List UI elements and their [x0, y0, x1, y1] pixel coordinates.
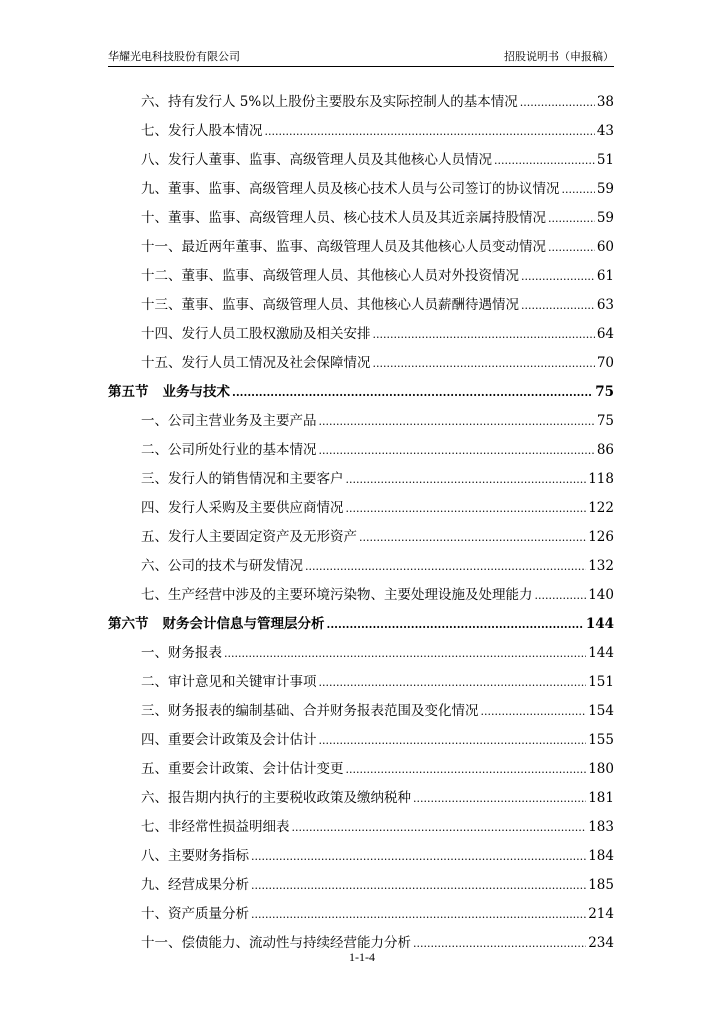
toc-dot-leader [494, 146, 595, 175]
toc-entry-title [108, 610, 325, 639]
toc-page-number: 60 [596, 239, 614, 255]
toc-entry[interactable] [108, 146, 614, 175]
toc-entry[interactable] [108, 871, 614, 900]
toc-entry[interactable] [108, 465, 614, 494]
toc-page-number: 122 [588, 500, 614, 516]
header-document-type: 招股说明书（申报稿） [504, 50, 614, 63]
toc-entry[interactable] [108, 436, 614, 465]
toc-dot-leader [562, 175, 595, 204]
toc-dot-leader [521, 291, 595, 320]
toc-dot-leader [251, 900, 586, 929]
toc-entry-title: 十、董事、监事、高级管理人员、核心技术人员及其近亲属持股情况 [141, 210, 546, 226]
toc-entry[interactable] [108, 523, 614, 552]
toc-entry[interactable] [108, 117, 614, 146]
toc-page-number: 126 [588, 529, 614, 545]
toc-entry[interactable] [108, 262, 614, 291]
toc-entry-title: 十一、最近两年董事、监事、高级管理人员及其他核心人员变动情况 [141, 239, 546, 255]
toc-page-number: 38 [596, 94, 614, 110]
toc-entry-title: 一、公司主营业务及主要产品 [141, 413, 317, 429]
toc-entry-title: 三、发行人的销售情况和主要客户 [141, 471, 344, 487]
toc-page-number: 140 [588, 587, 614, 603]
toc-entry-title: 四、重要会计政策及会计估计 [141, 732, 317, 748]
toc-dot-leader [319, 407, 595, 436]
toc-dot-leader [520, 88, 595, 117]
toc-page-number: 59 [596, 181, 614, 197]
toc-entry-title: 十三、董事、监事、高级管理人员、其他核心人员薪酬待遇情况 [141, 297, 519, 313]
toc-entry-title: 八、主要财务指标 [141, 848, 249, 864]
toc-dot-leader [305, 552, 586, 581]
toc-page-number: 132 [588, 558, 614, 574]
toc-page-number: 144 [585, 616, 614, 632]
toc-dot-leader [232, 378, 593, 407]
toc-dot-leader [413, 784, 586, 813]
toc-dot-leader [292, 813, 587, 842]
toc-entry-title: 十四、发行人员工股权激励及相关安排 [141, 326, 371, 342]
toc-page-number: 63 [596, 297, 614, 313]
toc-dot-leader [346, 465, 587, 494]
toc-dot-leader [319, 726, 587, 755]
toc-entry-title: 六、持有发行人 5%以上股份主要股东及实际控制人的基本情况 [141, 94, 518, 110]
toc-entry-title: 九、经营成果分析 [141, 877, 249, 893]
toc-section-number: 第六节 [108, 616, 149, 632]
toc-dot-leader [319, 436, 595, 465]
toc-page-number: 75 [596, 413, 614, 429]
toc-entry-title: 二、公司所处行业的基本情况 [141, 442, 317, 458]
footer-page-number: 1-1-4 [349, 950, 375, 964]
toc-entry[interactable] [108, 552, 614, 581]
toc-page-number: 183 [588, 819, 614, 835]
toc-entry[interactable] [108, 842, 614, 871]
toc-entry[interactable] [108, 697, 614, 726]
toc-dot-leader [327, 610, 584, 639]
toc-entry[interactable] [108, 88, 614, 117]
table-of-contents [108, 88, 614, 958]
toc-page-number: 61 [596, 268, 614, 284]
page-footer [0, 950, 724, 965]
toc-entry[interactable] [108, 407, 614, 436]
toc-entry-title: 三、财务报表的编制基础、合并财务报表范围及变化情况 [141, 703, 479, 719]
toc-section-entry[interactable] [108, 610, 614, 639]
page-header [108, 48, 614, 66]
toc-entry[interactable] [108, 784, 614, 813]
toc-section-title: 财务会计信息与管理层分析 [162, 616, 325, 632]
toc-dot-leader [373, 320, 595, 349]
toc-dot-leader [251, 842, 586, 871]
toc-dot-leader [548, 233, 595, 262]
toc-section-number: 第五节 [108, 384, 149, 400]
toc-page-number: 151 [588, 674, 614, 690]
toc-entry[interactable] [108, 291, 614, 320]
toc-entry[interactable] [108, 349, 614, 378]
toc-entry[interactable] [108, 726, 614, 755]
toc-entry[interactable] [108, 581, 614, 610]
toc-entry-title: 八、发行人董事、监事、高级管理人员及其他核心人员情况 [141, 152, 492, 168]
toc-page-number: 118 [588, 471, 614, 487]
toc-entry-title: 一、财务报表 [141, 645, 222, 661]
toc-dot-leader [481, 697, 587, 726]
toc-page-number: 214 [588, 906, 614, 922]
toc-page-number: 86 [596, 442, 614, 458]
toc-entry-title: 十、资产质量分析 [141, 906, 249, 922]
toc-entry-title: 七、发行人股本情况 [141, 123, 263, 139]
toc-dot-leader [265, 117, 595, 146]
toc-page-number: 180 [588, 761, 614, 777]
toc-section-entry[interactable] [108, 378, 614, 407]
toc-entry[interactable] [108, 204, 614, 233]
toc-entry[interactable] [108, 668, 614, 697]
toc-page-number: 144 [588, 645, 614, 661]
toc-dot-leader [319, 668, 587, 697]
toc-dot-leader [521, 262, 595, 291]
toc-entry[interactable] [108, 175, 614, 204]
toc-entry-title: 七、生产经营中涉及的主要环境污染物、主要处理设施及处理能力 [141, 587, 533, 603]
toc-entry-title: 七、非经常性损益明细表 [141, 819, 290, 835]
toc-dot-leader [251, 871, 586, 900]
toc-entry-title: 五、重要会计政策、会计估计变更 [141, 761, 344, 777]
toc-page-number: 185 [588, 877, 614, 893]
toc-page-number: 70 [596, 355, 614, 371]
toc-page-number: 234 [588, 935, 614, 951]
toc-page-number: 51 [596, 152, 614, 168]
toc-entry-title: 十一、偿债能力、流动性与持续经营能力分析 [141, 935, 411, 951]
toc-entry-title: 四、发行人采购及主要供应商情况 [141, 500, 344, 516]
toc-page-number: 64 [596, 326, 614, 342]
toc-entry[interactable] [108, 233, 614, 262]
toc-entry[interactable] [108, 320, 614, 349]
toc-entry-title: 五、发行人主要固定资产及无形资产 [141, 529, 357, 545]
toc-entry-title: 九、董事、监事、高级管理人员及核心技术人员与公司签订的协议情况 [141, 181, 560, 197]
toc-entry[interactable] [108, 755, 614, 784]
toc-page-number: 154 [588, 703, 614, 719]
toc-entry-title: 十五、发行人员工情况及社会保障情况 [141, 355, 371, 371]
toc-entry-title: 二、审计意见和关键审计事项 [141, 674, 317, 690]
toc-entry-title: 六、报告期内执行的主要税收政策及缴纳税种 [141, 790, 411, 806]
toc-page-number: 59 [596, 210, 614, 226]
toc-dot-leader [346, 494, 587, 523]
toc-dot-leader [373, 349, 595, 378]
toc-entry[interactable] [108, 494, 614, 523]
toc-dot-leader [346, 755, 587, 784]
toc-page-number: 184 [588, 848, 614, 864]
toc-page-number: 155 [588, 732, 614, 748]
toc-dot-leader [359, 523, 586, 552]
header-company-name: 华耀光电科技股份有限公司 [108, 50, 240, 63]
toc-entry[interactable] [108, 639, 614, 668]
toc-dot-leader [548, 204, 595, 233]
toc-entry[interactable] [108, 813, 614, 842]
toc-page-number: 43 [596, 123, 614, 139]
toc-entry-title: 六、公司的技术与研发情况 [141, 558, 303, 574]
header-divider [108, 66, 614, 67]
toc-dot-leader [224, 639, 586, 668]
toc-entry-title: 十二、董事、监事、高级管理人员、其他核心人员对外投资情况 [141, 268, 519, 284]
toc-page-number: 181 [588, 790, 614, 806]
toc-page-number: 75 [595, 384, 614, 400]
toc-entry-title [108, 378, 230, 407]
toc-dot-leader [535, 581, 587, 610]
toc-entry[interactable] [108, 900, 614, 929]
toc-section-title: 业务与技术 [162, 384, 230, 400]
